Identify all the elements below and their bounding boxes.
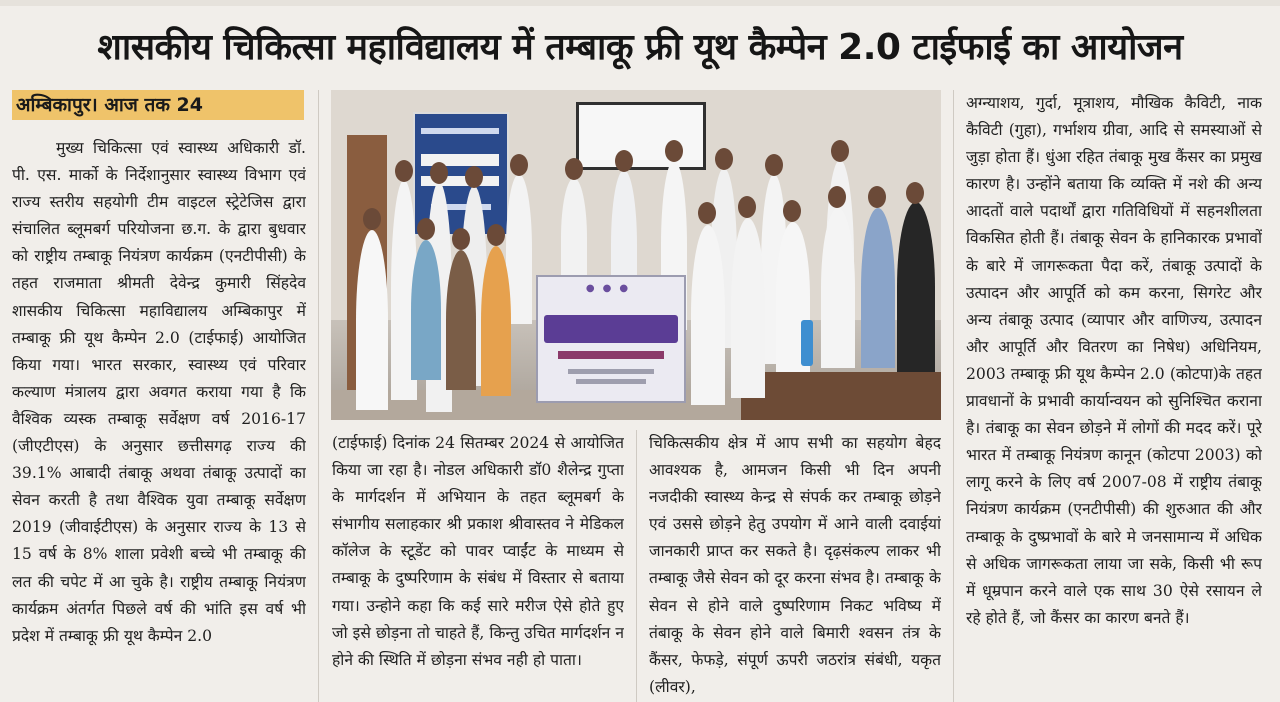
column-divider <box>953 90 954 702</box>
column-4-text: अग्न्याशय, गुर्दा, मूत्राशय, मौखिक कैविटी, नाक कैविटी (गुहा), गर्भाशय ग्रीवा, आदि से समस्याओं से जुड़ा होता हैं। धुंआ रहित तंबाकू मुख कैंसर का प्रमुख कारण है। उन्होंने बताया कि व्यक्ति में नशे की अन्य आदतों वाले पदार्थों द्वारा गतिविधियों में सहनशीलता विकसित होती हैं। तंबाकू सेवन के हानिकारक प्रभावों के बारे में जागरूकता पैदा करें, तंबाकू उत्पादों के उत्पादन और आपूर्ति को कम करना, सिगरेट और अन्य तंबाकू उत्पाद (व्यापार और वाणिज्य, उत्पादन और आपूर्ति और वितरण का निषेध) अधिनियम, 2003 तम्बाकू फ्री यूथ कैम्पेन 2.0 (कोटपा)के तहत प्रावधानों के प्रभावी कार्यान्वयन को सुनिश्चित कराना है। तंबाकू का सेवन छोड़ने में लोगों की मदद करें। पूरे भारत में तम्बाकू नियंत्रण कानून (कोटपा 2003) को लागू करने के लिए वर्ष 2007-08 में राष्ट्रीय तंबाकू नियंत्रण कार्यक्रम (एनटीपीसी) की शुरुआत की और तम्बाकू के दुष्प्रभावों के बारे मे जनसामान्य में अधिक से अधिक जागरूकता लाया जा सके, किसी भी रूप में धूम्रपान करने वाले एक साथ 30 ऐसे रसायन ले रहे होते हैं, जो कैंसर का कारण बनते हैं। <box>966 94 1262 627</box>
column-divider <box>636 430 637 702</box>
column-2-text: (टाईफाई) दिनांक 24 सितम्बर 2024 से आयोजित किया जा रहा है। नोडल अधिकारी डॉ0 शैलेन्द्र गुप्ता के मार्गदर्शन में अभियान के तहत ब्लूमबर्ग के संभागीय सलाहकार श्री प्रकाश श्रीवास्तव ने मेडिकल कॉलेज के स्टूडेंट को पावर प्वाईंट के माध्यम से तम्बाकू के दुष्परिणाम के संबंध में विस्तार से बताया गया। उन्होने कहा कि कई सारे मरीज ऐसे होते हुए जो इसे छोड़ना तो चाहते हैं, किन्तु उचित मार्गदर्शन न होने की स्थिति में छोड़ना संभव नही हो पाता। <box>332 434 624 669</box>
article-column-2 <box>332 430 624 700</box>
photo-projector-screen <box>576 102 706 170</box>
top-border <box>0 0 1280 6</box>
event-photo <box>331 90 941 420</box>
banner-small-text-2 <box>576 379 646 384</box>
column-1-text: मुख्य चिकित्सा एवं स्वास्थ्य अधिकारी डॉ. पी. एस. मार्को के निर्देशानुसार स्वास्थ्य विभाग एवं राज्य स्तरीय सहयोगी टीम वाइटल स्ट्रेटेजिस द्वारा संचालित ब्लूमबर्ग परियोजना छ.ग. के द्वारा बुधवार को राष्ट्रीय तम्बाकू नियंत्रण कार्यक्रम (एनटीपीसी) के तहत राजमाता श्रीमती देवेन्द्र कुमारी सिंहदेव शासकीय चिकित्सा महाविद्यालय अम्बिकापुर में तम्बाकू फ्री यूथ कैम्पेन 2.0 (टाईफाई) आयोजित किया गया। भारत सरकार, स्वास्थ्य एवं परिवार कल्याण मंत्रालय द्वारा अवगत कराया गया है कि वैश्विक व्यस्क तम्बाकू सर्वेक्षण वर्ष 2016-17 (जीएटीएस) के अनुसार छत्तीसगढ़ राज्य की 39.1% आबादी तंबाकू अथवा तंबाकू उत्पादों का सेवन करती है तथा वैश्विक युवा तम्बाकू सर्वेक्षण 2019 (जीवाईटीएस) के अनुसार राज्य के 13 से 15 वर्ष के 8% शाला प्रवेशी बच्चे भी तम्बाकू की लत की चपेट में आ चुके है। राष्ट्रीय तम्बाकू नियंत्रण कार्यक्रम अंतर्गत पिछले वर्ष की भांति इस वर्ष भी प्रदेश में तम्बाकू फ्री यूथ कैम्पेन 2.0 <box>12 139 306 645</box>
banner-logos: ●●● <box>585 283 637 294</box>
photo-table <box>741 372 941 420</box>
dateline: अम्बिकापुर। आज तक 24 <box>12 90 304 120</box>
column-divider <box>318 90 319 702</box>
banner-subtitle <box>558 351 664 359</box>
photo-water-bottle <box>801 320 813 366</box>
photo-campaign-banner <box>536 275 686 403</box>
banner-small-text <box>568 369 654 374</box>
article-column-3 <box>649 430 941 700</box>
article-headline: शासकीय चिकित्सा महाविद्यालय में तम्बाकू फ्री यूथ कैम्पेन 2.0 टाईफाई का आयोजन <box>97 27 1183 68</box>
article-column-1 <box>12 135 306 701</box>
column-3-text: चिकित्सकीय क्षेत्र में आप सभी का सहयोग बेहद आवश्यक है, आमजन किसी भी दिन अपनी नजदीकी स्वास्थ्य केन्द्र से संपर्क कर तम्बाकू छोड़ने एवं उससे छोड़ने हेतु उपयोग में आने वाली दवाईयां जानकारी प्राप्त कर सकते है। दृढ़संकल्प लाकर भी तम्बाकू जैसे सेवन को दूर करना संभव है। तम्बाकू के सेवन से होने वाले दुष्परिणाम निकट भविष्य में तंबाकू के सेवन होने वाले बिमारी श्वसन तंत्र के कैंसर, फेफड़े, संपूर्ण ऊपरी जठरांत्र संबंधी, यकृत (लीवर), <box>649 434 941 696</box>
banner-title <box>544 315 678 343</box>
article-column-4 <box>966 90 1262 700</box>
